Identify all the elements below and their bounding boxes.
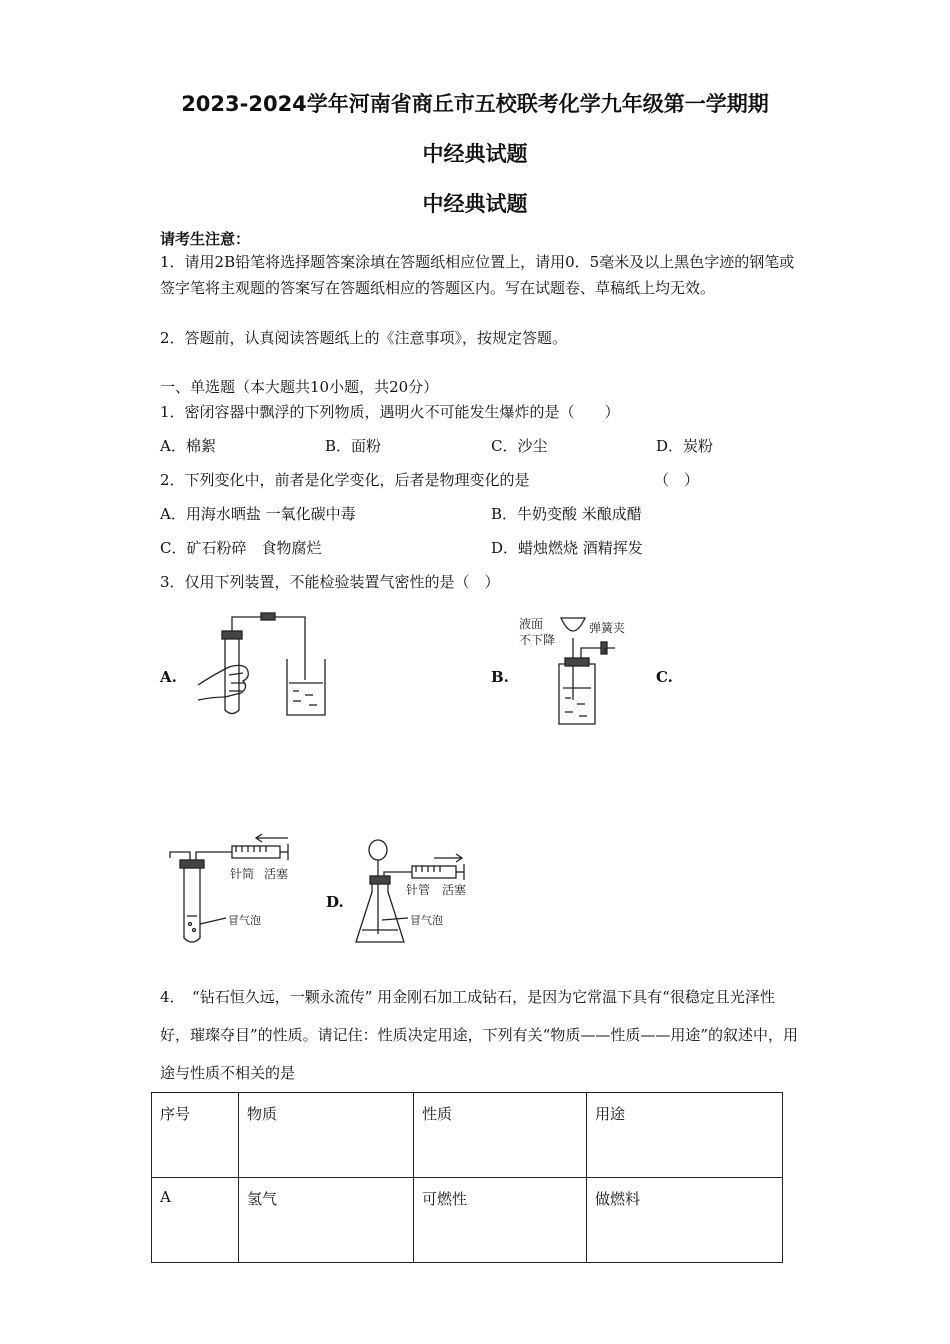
notice-item-2: 2．答题前，认真阅读答题纸上的《注意事项》，按规定答题。 (160, 329, 568, 347)
figure-a-apparatus (195, 605, 340, 720)
page-title-line2: 中经典试题 (422, 142, 528, 166)
q1-option-b: B．面粉 (325, 437, 382, 455)
q3-label-a: A. (160, 668, 177, 686)
figure-b-label-liquid-level: 液面 (519, 617, 544, 631)
table-cell: A (152, 1178, 239, 1263)
q2-answer-paren: （ ） (654, 471, 700, 489)
q2-option-b: B．牛奶变酸 米酿成醋 (491, 505, 642, 523)
figure-d-label-needle-tube: 针管 (406, 883, 431, 897)
q1-option-d: D．炭粉 (656, 437, 714, 455)
figure-d-apparatus (350, 838, 475, 948)
table-header-cell: 物质 (239, 1093, 414, 1178)
figure-b-apparatus (515, 608, 640, 726)
q2-option-c: C．矿石粉碎 食物腐烂 (160, 539, 322, 557)
table-row (152, 1178, 783, 1263)
table-cell: 做燃料 (587, 1178, 783, 1263)
notice-heading: 请考生注意： (160, 230, 251, 248)
figure-c-label-bubbles: 冒气泡 (228, 914, 261, 927)
figure-d-label-plunger: 活塞 (442, 883, 467, 897)
q1-option-c: C．沙尘 (491, 437, 548, 455)
figure-b-label-not-falling: 不下降 (519, 633, 556, 647)
figure-c-label-syringe: 针筒 (230, 867, 255, 881)
q1-option-a: A．棉絮 (160, 437, 216, 455)
table-header-cell: 用途 (587, 1093, 783, 1178)
q3-label-c: C. (656, 668, 673, 686)
section-heading: 一、单选题（本大题共10小题，共20分） (160, 378, 439, 396)
figure-c-apparatus (160, 828, 300, 950)
figure-c-label-plunger: 活塞 (264, 867, 289, 881)
q3-label-b: B. (491, 668, 509, 686)
q3-stem: 3．仅用下列装置，不能检验装置气密性的是（ ） (160, 573, 500, 591)
q2-option-a: A．用海水晒盐 一氧化碳中毒 (160, 505, 356, 523)
q4-table (151, 1092, 783, 1263)
table-header-cell: 性质 (414, 1093, 587, 1178)
table-header-row (152, 1093, 783, 1178)
table-header-cell: 序号 (152, 1093, 239, 1178)
q2-option-d: D．蜡烛燃烧 酒精挥发 (491, 539, 643, 557)
figure-d-label-bubbles: 冒气泡 (410, 914, 443, 927)
q2-stem: 2．下列变化中，前者是化学变化，后者是物理变化的是 (160, 471, 530, 489)
q4-stem: 4． “钻石恒久远，一颗永流传” 用金刚石加工成钻石，是因为它常温下具有“很稳定且光泽性好，璀璨夺目”的性质。请记住：性质决定用途，下列有关“物质——性质——用途”的叙述中，用途与性质不相关的是 (160, 988, 799, 1082)
table-cell: 可燃性 (414, 1178, 587, 1263)
q1-stem: 1．密闭容器中飘浮的下列物质，遇明火不可能发生爆炸的是（ ） (160, 403, 620, 421)
q3-label-d: D. (326, 893, 344, 911)
figure-b-label-spring-clamp: 弹簧夹 (589, 621, 626, 635)
page-title-line1: 2023-2024学年河南省商丘市五校联考化学九年级第一学期期 (181, 92, 769, 116)
notice-item-1: 1．请用2B铅笔将选择题答案涂填在答题纸相应位置上，请用0．5毫米及以上黑色字迹的钢笔或签字笔将主观题的答案写在答题纸相应的答题区内。写在试题卷、草稿纸上均无效。 (160, 253, 795, 297)
page-title-line3: 中经典试题 (422, 192, 528, 216)
table-cell: 氢气 (239, 1178, 414, 1263)
